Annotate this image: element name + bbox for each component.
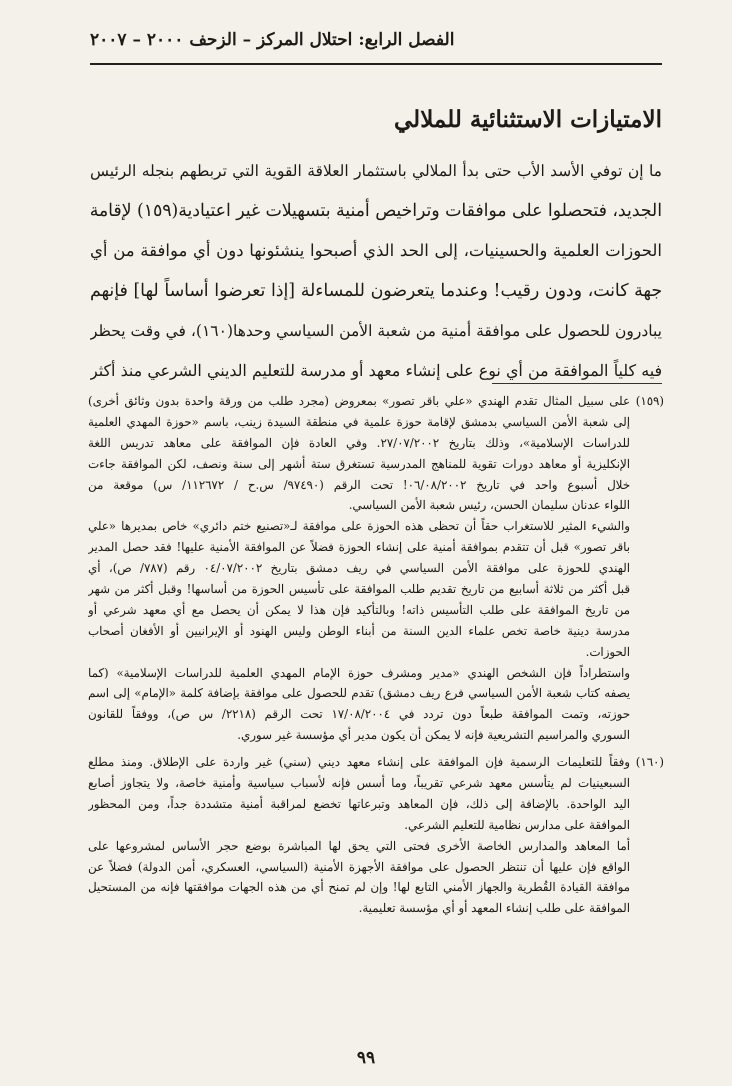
page-number: ٩٩ bbox=[356, 1048, 376, 1068]
footnote-text: موافقة القيادة القُطرية والجهاز الأمني التابع لها! وإن لم تمنح أي من هذه الجهات موافقتها فإنه من المستحيل bbox=[88, 880, 630, 895]
footnote-text: خلال أسبوع واحد في تاريخ ٠٦/٠٨/٢٠٠٢! تحت الرقم (٩٧٤٩٠/ س.ح / ١١٢٦٧٢/ س) موقعة من bbox=[88, 477, 630, 492]
footnote-rule bbox=[492, 383, 662, 384]
footnote-text: السبعينيات لم يتأسس معهد شرعي تقريباً، وما أسس فإنه لأسباب سياسية وأمنية خاصة، ولا يتجاوز أصابع bbox=[88, 776, 630, 791]
body-line: فيه كلياً الموافقة من أي نوع على إنشاء معهد أو مدرسة للتعليم الديني الشرعي منذ أكثر bbox=[90, 361, 662, 380]
footnote-text: على سبيل المثال تقدم الهندي «علي باقر تصور» بمعروض (مجرد طلب من ورقة واحدة بدون وثائق أخرى) bbox=[88, 394, 630, 408]
footnote-line bbox=[88, 454, 664, 475]
footnote-text: الحوزات. bbox=[585, 644, 630, 659]
footnote-text: السوري والمراسيم التشريعية فإنه لا يمكن أن يكون مدير أي مؤسسة غير سوري. bbox=[237, 728, 630, 743]
body-text bbox=[90, 151, 662, 391]
footnote-text: باقر تصور» قبل أن تتقدم بموافقة أمنية على إنشاء الحوزة فضلاً عن الموافقة الأمنية عليها! فقد حصل المدير bbox=[88, 540, 630, 555]
footnote-line bbox=[88, 815, 664, 836]
footnote-text: حوزته، وتمت الموافقة طبعاً دون تردد في ١٧/٠٨/٢٠٠٤ تحت الرقم (٢٢١٨/ س ص)، ووفقاً للقانون bbox=[88, 707, 630, 722]
footnote-line bbox=[88, 898, 664, 919]
footnote-line bbox=[88, 857, 664, 878]
body-line: يبادرون للحصول على موافقة أمنية من شعبة الأمن السياسي وحدها(١٦٠)، في وقت يحظر bbox=[90, 322, 662, 340]
footnote-text: من تاريخ الموافقة على طلب التأسيس ذاته! وبالتأكيد فإن هذا لا يمكن أن يحصل مع أي معهد شرعي أو bbox=[88, 602, 630, 617]
footnote-line bbox=[88, 495, 664, 516]
footnote-line bbox=[88, 704, 664, 725]
footnote-line bbox=[88, 836, 664, 857]
footnote-line bbox=[88, 516, 664, 537]
footnote-text: الواقع فإن عليها أن تنتظر الحصول على موافقة الأجهزة الأمنية (السياسي، العسكري، أمن الدولة) فضلاً عن bbox=[88, 859, 630, 874]
footnote-line bbox=[88, 725, 664, 746]
footnote-line bbox=[88, 752, 664, 773]
footnote-text: اللواء عدنان سليمان الحسن، رئيس شعبة الأمن السياسي. bbox=[348, 498, 630, 513]
footnote-text: الموافقة على طلب إنشاء المعهد أو أي مؤسسة تعليمية. bbox=[358, 901, 630, 916]
footnote-number: (١٥٩) bbox=[635, 394, 664, 408]
footnote-text: الهندي للحوزة على موافقة الأمن السياسي في ريف دمشق بتاريخ ٠٤/٠٧/٢٠٠٢ رقم (٧٨٧/ ص)، أي bbox=[88, 561, 630, 576]
footnote-line bbox=[88, 579, 664, 600]
footnote-number: (١٦٠) bbox=[635, 755, 664, 770]
footnote-line bbox=[88, 642, 664, 663]
footnote-text: أما المعاهد والمدارس الخاصة الأخرى فحتى التي يحق لها المباشرة بوضع حجر الأساس لمشروعها على bbox=[88, 838, 630, 853]
footnote-line bbox=[88, 794, 664, 815]
header-rule bbox=[90, 63, 662, 65]
footnote-text: مدرسة دينية خاصة تخص علماء الدين السنة من أبناء الوطن وليس الهنود أو الإيرانيين أو الأفغان أصحاب bbox=[88, 623, 630, 638]
section-title: الامتيازات الاستثنائية للملالي bbox=[394, 106, 662, 133]
footnote-text: يصفه كتاب شعبة الأمن السياسي فرع ريف دمشق) تقدم للحصول على موافقة بإضافة كلمة «الإمام» إلى اسم bbox=[88, 686, 630, 701]
running-header: الفصل الرابع: احتلال المركز – الزحف ٢٠٠٠ – ٢٠٠٧ bbox=[90, 30, 455, 50]
body-line: الحوزات العلمية والحسينيات، إلى الحد الذي أصبحوا ينشئونها دون أي موافقة من أي bbox=[90, 241, 662, 260]
footnote-line bbox=[88, 877, 664, 898]
footnote-text: وفقاً للتعليمات الرسمية فإن الموافقة على إنشاء معهد ديني (سني) غير واردة على الإطلاق. ومنذ مطلع bbox=[88, 755, 630, 770]
footnote-line bbox=[88, 412, 664, 433]
footnote-line bbox=[88, 433, 664, 454]
footnote-line bbox=[88, 391, 664, 412]
body-line: ما إن توفي الأسد الأب حتى بدأ الملالي باستثمار العلاقة القوية التي تربطهم بنجله الرئيس bbox=[90, 162, 662, 180]
footnote-text: قبل أكثر من ثلاثة أسابيع من تاريخ تقديم طلب الموافقة على تأسيس الحوزة من أساسها! وقبل أكثر من شهر bbox=[88, 582, 630, 597]
footnote-line bbox=[88, 683, 664, 704]
footnote-text: الموافقة على مدارس نظامية للتعليم الشرعي. bbox=[404, 817, 630, 832]
footnote-text: إلى شعبة الأمن السياسي بدمشق لإقامة حوزة علمية في منطقة السيدة زينب، باسم «حوزة المهدي العلمية bbox=[88, 414, 630, 429]
footnote-line bbox=[88, 537, 664, 558]
footnote-text: واستطراداً فإن الشخص الهندي «مدير ومشرف حوزة الإمام المهدي العلمية للدراسات الإسلامية» (كما bbox=[88, 665, 630, 680]
footnote-line bbox=[88, 663, 664, 684]
footnote-text: والشيء المثير للاستغراب حقاً أن تحظى هذه الحوزة على موافقة لـ«تصنيع ختم دائري» خاص بمديرها «علي bbox=[88, 519, 630, 534]
footnotes bbox=[88, 391, 664, 919]
footnote-line bbox=[88, 773, 664, 794]
body-line: جهة كانت، ودون رقيب! وعندما يتعرضون للمساءلة [إذا تعرضوا أساساً لها] فإنهم bbox=[90, 281, 662, 301]
footnote-line bbox=[88, 600, 664, 621]
footnote-line bbox=[88, 475, 664, 496]
footnote-text: للدراسات الإسلامية»، وذلك بتاريخ ٢٧/٠٧/٢٠٠٢. وفي العادة فإن الموافقة على معاهد تدريس اللغة bbox=[88, 435, 630, 450]
footnote-text: اليد الواحدة. بالإضافة إلى ذلك، فإن المعاهد وتبرعاتها تخضع لمراقبة أمنية متشددة جداً، ومن المحظور bbox=[88, 796, 630, 811]
footnote-text: الإنكليزية أو معاهد دورات تقوية للمناهج المدرسية تستغرق ستة أشهر إلى سنة ونصف، لكن الموافقة جاءت bbox=[88, 456, 630, 471]
footnote-line bbox=[88, 558, 664, 579]
body-line: الجديد، فتحصلوا على موافقات وتراخيص أمنية بتسهيلات غير اعتيادية(١٥٩) لإقامة bbox=[90, 201, 662, 221]
footnote-line bbox=[88, 621, 664, 642]
